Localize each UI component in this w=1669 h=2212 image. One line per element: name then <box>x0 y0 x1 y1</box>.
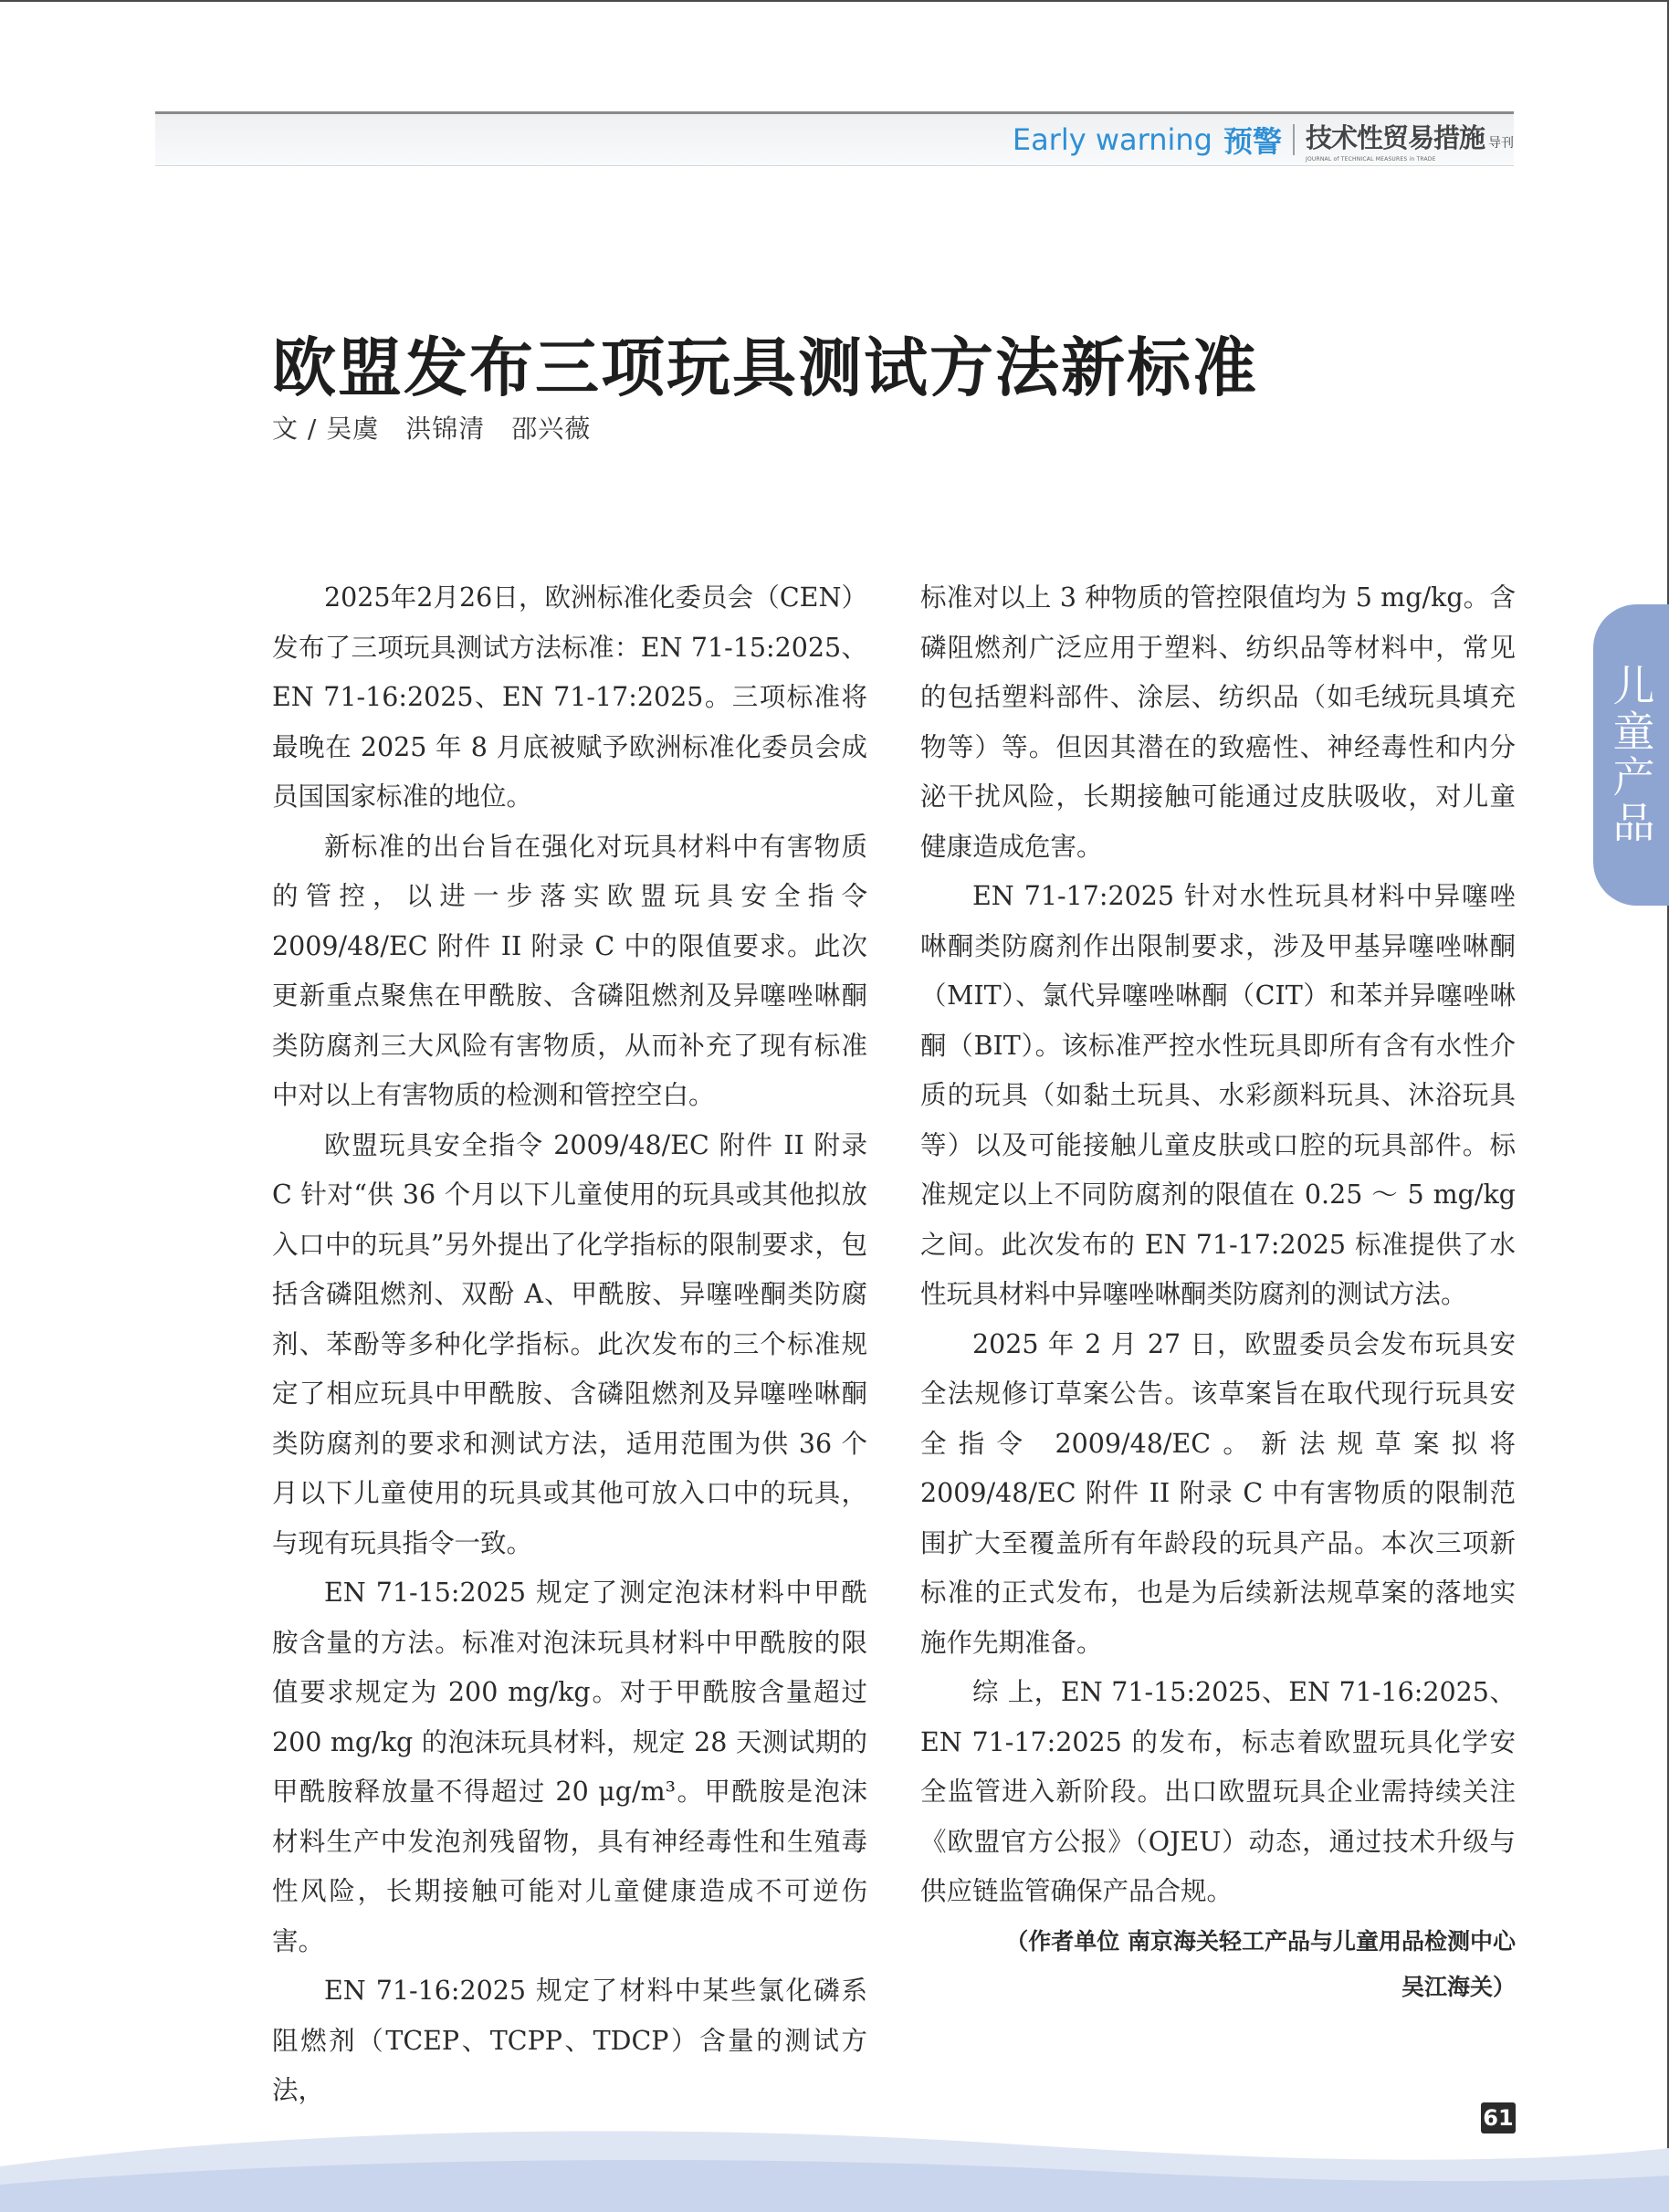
article-byline: 文 / 吴虞 洪锦清 邵兴薇 <box>272 414 592 444</box>
paragraph-continued: 标准对以上 3 种物质的管控限值均为 5 mg/kg。含磷阻燃剂广泛应用于塑料、纺织品等材料中，常见的包括塑料部件、涂层、纺织品（如毛绒玩具填充物等）等。但因其潜在的致癌性、神经毒性和内分泌干扰风险，长期接触可能通过皮肤吸收，对儿童健康造成危害。 <box>920 582 1516 862</box>
paragraph: EN 71-15:2025 规定了测定泡沫材料中甲酰胺含量的方法。标准对泡沫玩具材料中甲酰胺的限值要求规定为 200 mg/kg。对于甲酰胺含量超过 200 mg/kg 的泡沫玩具材料，规定 28 天测试期的甲酰胺释放量不得超过 20 μg/m³。甲酰胺是泡沫材料生产中发泡剂残留物，具有神经毒性和生殖毒性风险，长期接触可能对儿童健康造成不可逆伤害。 <box>272 1578 867 1956</box>
article-title: 欧盟发布三项玩具测试方法新标准 <box>272 330 1258 405</box>
section-label-en: Early warning <box>1012 122 1212 157</box>
section-side-tab <box>1593 604 1669 906</box>
journal-name-en: JOURNAL of TECHNICAL MEASURES in TRADE <box>1305 155 1436 162</box>
page-edge-top <box>0 0 1669 2</box>
affiliation-line: （作者单位 南京海关轻工产品与儿童用品检测中心 <box>1005 1927 1516 1955</box>
journal-suffix: 导刊 <box>1488 135 1514 151</box>
header-divider <box>1293 124 1295 155</box>
paragraph: EN 71-17:2025 针对水性玩具材料中异噻唑啉酮类防腐剂作出限制要求，涉及甲基异噻唑啉酮（MIT）、氯代异噻唑啉酮（CIT）和苯并异噻唑啉酮（BIT）。该标准严控水性玩具即所有含有水性介质的玩具（如黏土玩具、水彩颜料玩具、沐浴玩具等）以及可能接触儿童皮肤或口腔的玩具部件。标准规定以上不同防腐剂的限值在 0.25 ～ 5 mg/kg 之间。此次发布的 EN 71-17:2025 标准提供了水性玩具材料中异噻唑啉酮类防腐剂的测试方法。 <box>920 881 1516 1309</box>
bottom-wave-decoration <box>0 2112 1669 2212</box>
right-column <box>920 573 1516 2010</box>
journal-logo <box>1306 118 1514 162</box>
affiliation-line: 吴江海关） <box>1401 1973 1516 2000</box>
paragraph: EN 71-16:2025 规定了材料中某些氯化磷系阻燃剂（TCEP、TCPP、TDCP）含量的测试方法， <box>272 1976 867 2105</box>
side-tab-label: 儿童产品 <box>1606 664 1656 846</box>
running-header <box>1013 120 1514 160</box>
journal-name: 技术性贸易措施 <box>1305 121 1485 153</box>
paragraph: 2025 年 2 月 27 日，欧盟委员会发布玩具安全法规修订草案公告。该草案旨在取代现行玩具安全指令 2009/48/EC。新法规草案拟将 2009/48/EC 附件 II 附录 C 中有害物质的限制范围扩大至覆盖所有年龄段的玩具产品。本次三项新标准的正式发布，也是为后续新法规草案的落地实施作先期准备。 <box>920 1328 1516 1658</box>
paragraph: 欧盟玩具安全指令 2009/48/EC 附件 II 附录 C 针对“供 36 个月以下儿童使用的玩具或其他拟放入口中的玩具”另外提出了化学指标的限制要求，包括含磷阻燃剂、双酚 A、甲酰胺、异噻唑酮类防腐剂、苯酚等多种化学指标。此次发布的三个标准规定了相应玩具中甲酰胺、含磷阻燃剂及异噻唑啉酮类防腐剂的要求和测试方法，适用范围为供 36 个月以下儿童使用的玩具或其他可放入口中的玩具，与现有玩具指令一致。 <box>272 1129 867 1558</box>
paragraph: 综 上，EN 71-15:2025、EN 71-16:2025、EN 71-17:2025 的发布，标志着欧盟玩具化学安全监管进入新阶段。出口欧盟玩具企业需持续关注《欧盟官方公报》（OJEU）动态，通过技术升级与供应链监管确保产品合规。 <box>920 1677 1516 1906</box>
author-affiliation <box>920 1919 1516 2010</box>
left-column <box>272 573 867 2116</box>
section-label-zh: 预警 <box>1223 124 1282 159</box>
paragraph: 2025年2月26日，欧洲标准化委员会（CEN）发布了三项玩具测试方法标准：EN 71-15:2025、EN 71-16:2025、EN 71-17:2025。三项标准将最晚在 2025 年 8 月底被赋予欧洲标准化委员会成员国国家标准的地位。 <box>272 582 867 812</box>
paragraph: 新标准的出台旨在强化对玩具材料中有害物质的管控，以进一步落实欧盟玩具安全指令 2009/48/EC 附件 II 附录 C 中的限值要求。此次更新重点聚焦在甲酰胺、含磷阻燃剂及异噻唑啉酮类防腐剂三大风险有害物质，从而补充了现有标准中对以上有害物质的检测和管控空白。 <box>272 831 867 1110</box>
page-number: 61 <box>1481 2102 1516 2133</box>
